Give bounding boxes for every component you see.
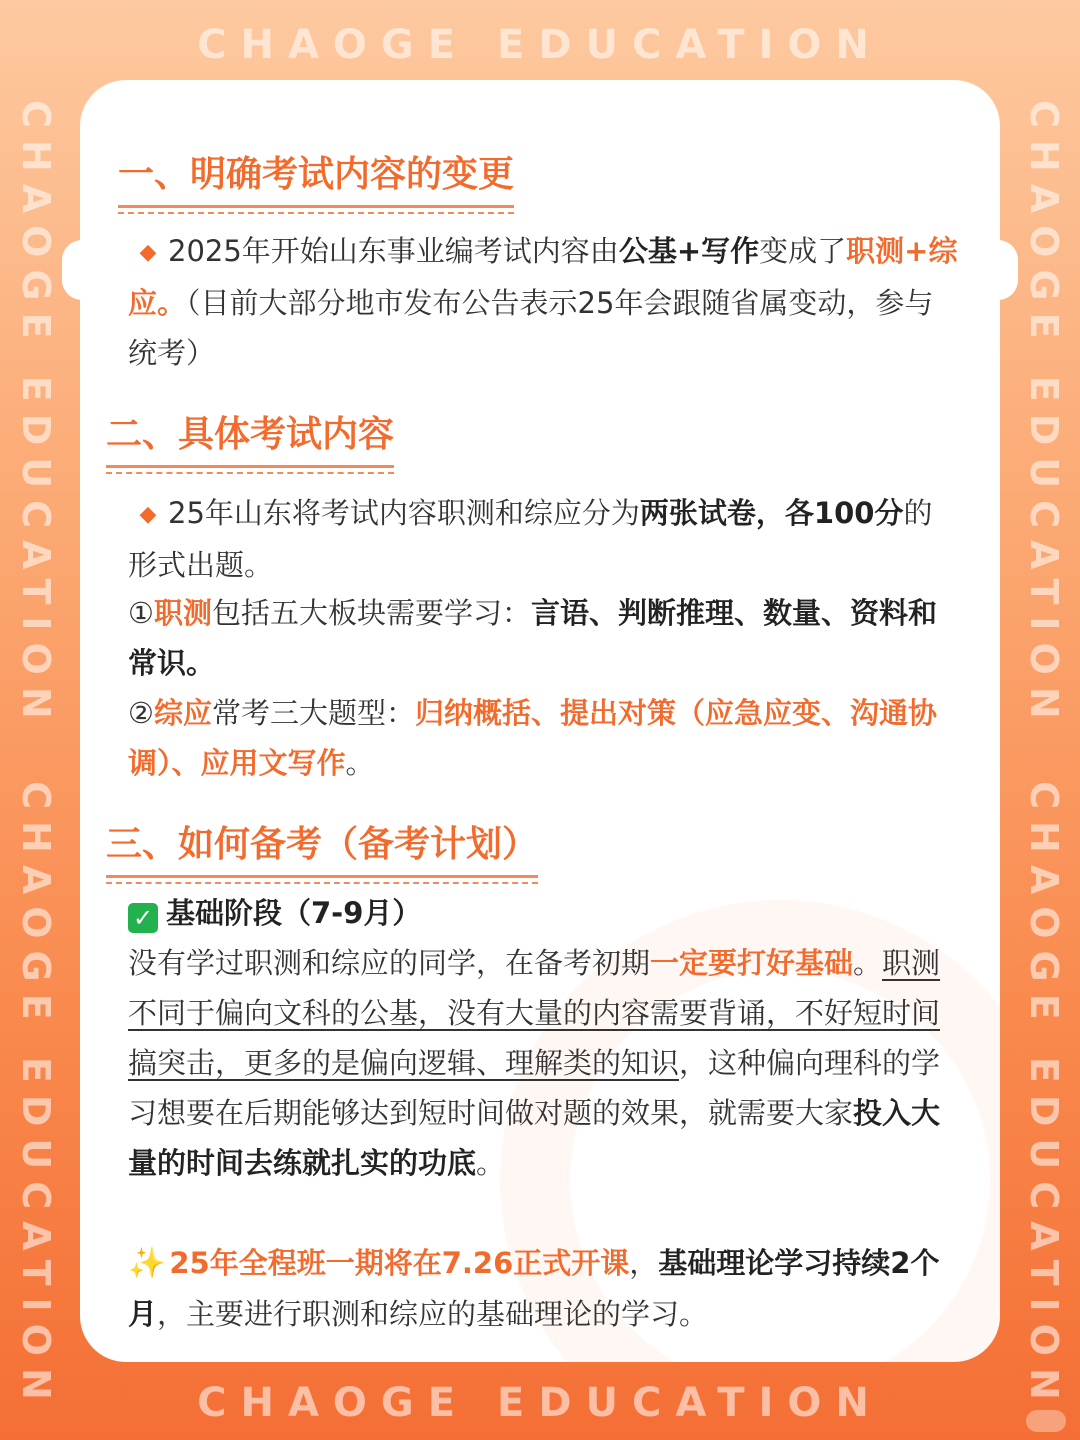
section-3-paragraph-2: ✨ 25年全程班一期将在7.26正式开课，基础理论学习持续2个月，主要进行职测和综应的基础理论的学习。 [128,1246,940,1331]
brand-watermark-bottom: CHAOGE EDUCATION [197,1380,883,1426]
diamond-bullet-icon: ◆ [139,502,157,527]
section-2-paragraph-1: ◆ 25年山东将考试内容职测和综应分为两张试卷，各100分的形式出题。 [128,488,958,590]
brand-watermark-top: CHAOGE EDUCATION [197,22,883,68]
content-card [80,80,1000,1362]
check-icon: ✓ [128,903,158,933]
brand-watermark-left: CHAOGE EDUCATION CHAOGE EDUCATION [14,100,58,1412]
stage-title: ✓ 基础阶段（7-9月） [128,888,958,938]
section-2-paragraph-2: ①职测包括五大板块需要学习：言语、判断推理、数量、资料和常识。 [128,596,938,680]
sparkles-icon: ✨ [128,1246,166,1281]
section-1-heading: 一、明确考试内容的变更 [118,146,514,208]
section-2-paragraph-3: ②综应常考三大题型：归纳概括、提出对策（应急应变、沟通协调）、应用文写作。 [128,696,938,780]
diamond-bullet-icon: ◆ [139,240,157,265]
corner-badge [1026,1410,1066,1432]
section-1-paragraph: ◆ 2025年开始山东事业编考试内容由公基+写作变成了职测+综应。（目前大部分地市发布公告表示25年会跟随省属变动，参与统考） [128,226,958,378]
section-3-paragraph-1: 没有学过职测和综应的同学，在备考初期一定要打好基础。职测不同于偏向文科的公基，没有大量的内容需要背诵，不好短时间搞突击，更多的是偏向逻辑、理解类的知识，这种偏向理科的学习想要在后期能够达到短时间做对题的效果，就需要大家投入大量的时间去练就扎实的功底。 [128,946,941,1180]
brand-watermark-right: CHAOGE EDUCATION CHAOGE EDUCATION [1022,100,1066,1412]
section-2-heading: 二、具体考试内容 [106,406,394,468]
section-3-heading: 三、如何备考（备考计划） [106,816,538,878]
